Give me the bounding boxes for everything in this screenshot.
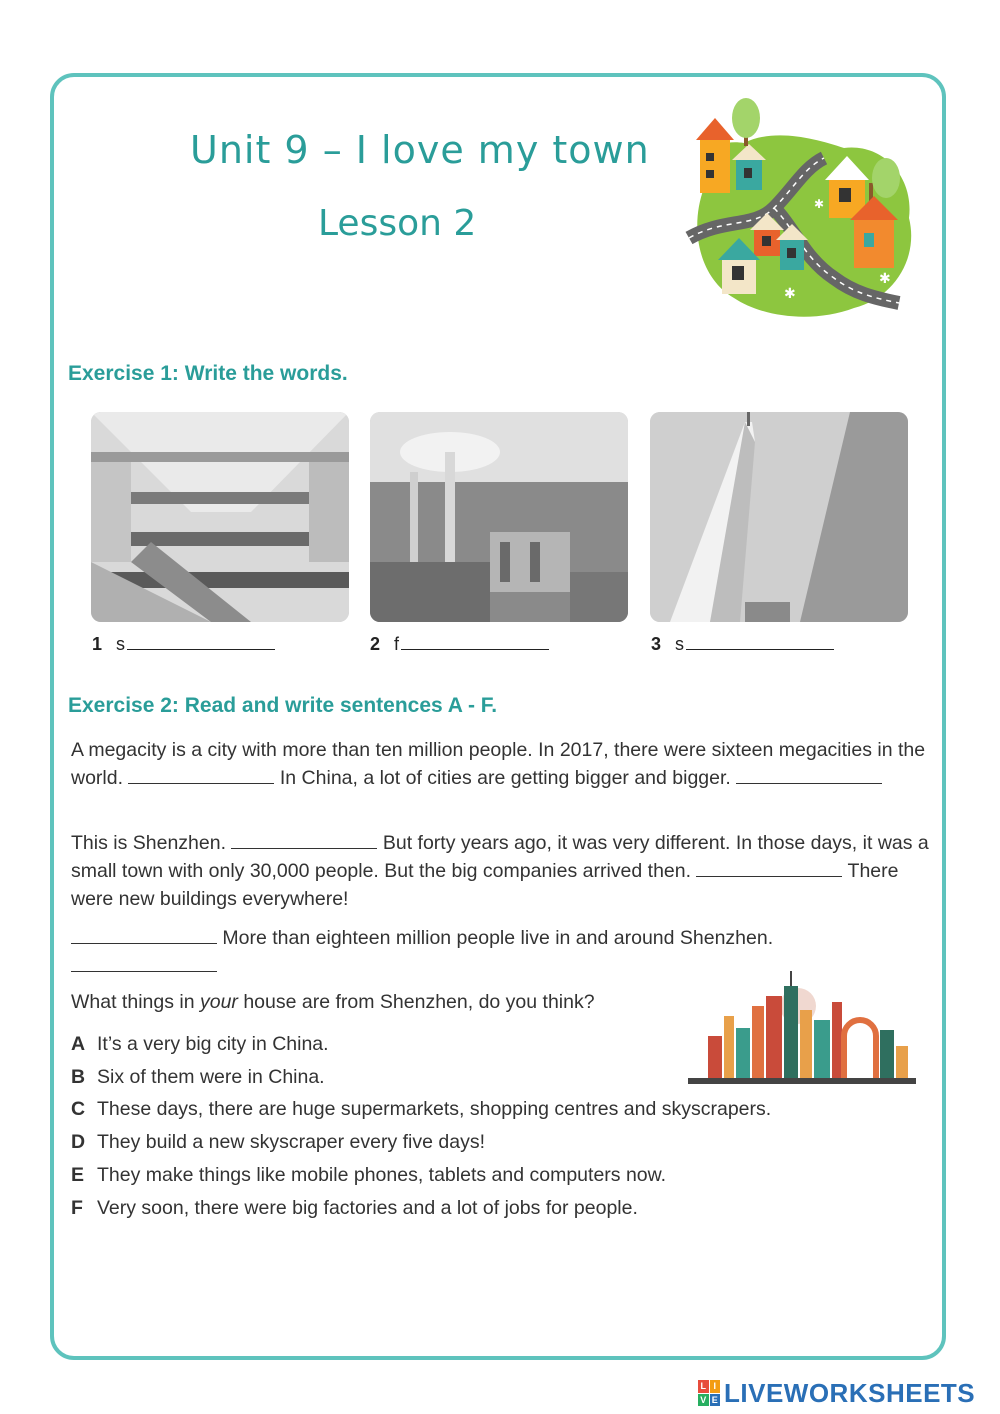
paragraph-text: In China, a lot of cities are getting bigger and bigger. <box>279 767 731 789</box>
answer-number: 1 <box>92 634 103 654</box>
option-letter: D <box>71 1131 86 1153</box>
answer-start-letter: f <box>394 634 400 654</box>
option-letter: F <box>71 1197 83 1219</box>
logo-badge-letter: V <box>698 1394 709 1407</box>
answer-2 <box>370 634 549 655</box>
paragraph-1 <box>71 736 941 792</box>
option-text: Six of them were in China. <box>97 1066 325 1088</box>
gap-1-field[interactable] <box>128 765 274 784</box>
option-text: Very soon, there were big factories and a lot of jobs for people. <box>97 1197 638 1219</box>
question-emphasis: your <box>199 991 238 1013</box>
paragraph-text: More than eighteen million people live in and around Shenzhen. <box>222 927 774 949</box>
paragraph-text: But forty years ago, it was very different. In those days, it was a small town with only 30,000 people. But the big companies arrived then. <box>71 832 929 882</box>
logo-badge-icon <box>698 1380 720 1406</box>
logo-badge-letter: E <box>710 1394 721 1407</box>
logo-text: LIVEWORKSHEETS <box>724 1377 976 1408</box>
gap-6-field[interactable] <box>71 953 217 972</box>
shopping-centre-photo <box>91 412 349 622</box>
paragraph-text: A megacity is a city with more than ten million people. In 2017, there were sixteen megacities in the world. <box>71 739 926 789</box>
gap-5-field[interactable] <box>71 925 217 944</box>
gap-3-field[interactable] <box>231 830 377 849</box>
liveworksheets-logo <box>698 1378 975 1408</box>
answer-1-field[interactable] <box>127 635 275 650</box>
paragraph-text: There were new buildings everywhere! <box>71 860 899 910</box>
answer-number: 3 <box>651 634 662 654</box>
option-text: These days, there are huge supermarkets, shopping centres and skyscrapers. <box>97 1098 772 1120</box>
option-text: It’s a very big city in China. <box>97 1033 329 1055</box>
question-text: house are from Shenzhen, do you think? <box>237 991 595 1013</box>
option-letter: A <box>71 1033 86 1055</box>
option-c <box>71 1098 771 1121</box>
option-text: They build a new skyscraper every five days! <box>97 1131 486 1153</box>
option-text: They make things like mobile phones, tablets and computers now. <box>97 1164 667 1186</box>
city-skyline-icon <box>688 966 916 1088</box>
option-letter: B <box>71 1066 86 1088</box>
option-b <box>71 1066 325 1089</box>
gap-4-field[interactable] <box>696 858 842 877</box>
town-illustration-icon <box>684 98 920 324</box>
logo-badge-letter: I <box>710 1380 721 1393</box>
paragraph-text: This is Shenzhen. <box>71 832 227 854</box>
answer-3 <box>651 634 834 655</box>
answer-start-letter: s <box>116 634 126 654</box>
question-text: What things in <box>71 991 200 1013</box>
option-letter: C <box>71 1098 86 1120</box>
option-d <box>71 1131 485 1154</box>
gap-2-field[interactable] <box>736 765 882 784</box>
option-f <box>71 1197 638 1220</box>
lesson-subtitle: Lesson 2 <box>318 203 477 244</box>
option-a <box>71 1033 329 1056</box>
svg-text:✱: ✱ <box>879 270 891 286</box>
option-letter: E <box>71 1164 85 1186</box>
factory-photo <box>370 412 628 622</box>
answer-3-field[interactable] <box>686 635 834 650</box>
answer-number: 2 <box>370 634 381 654</box>
answer-1 <box>92 634 275 655</box>
svg-text:✱: ✱ <box>814 197 825 211</box>
answer-2-field[interactable] <box>401 635 549 650</box>
svg-text:✱: ✱ <box>784 285 796 301</box>
answer-start-letter: s <box>675 634 685 654</box>
paragraph-2 <box>71 829 941 913</box>
exercise-2-heading: Exercise 2: Read and write sentences A - F. <box>68 694 498 717</box>
logo-badge-letter: L <box>698 1380 709 1393</box>
page-title: Unit 9 – I love my town <box>190 128 650 172</box>
exercise-1-heading: Exercise 1: Write the words. <box>68 362 348 385</box>
skyscraper-photo <box>650 412 908 622</box>
option-e <box>71 1164 666 1187</box>
